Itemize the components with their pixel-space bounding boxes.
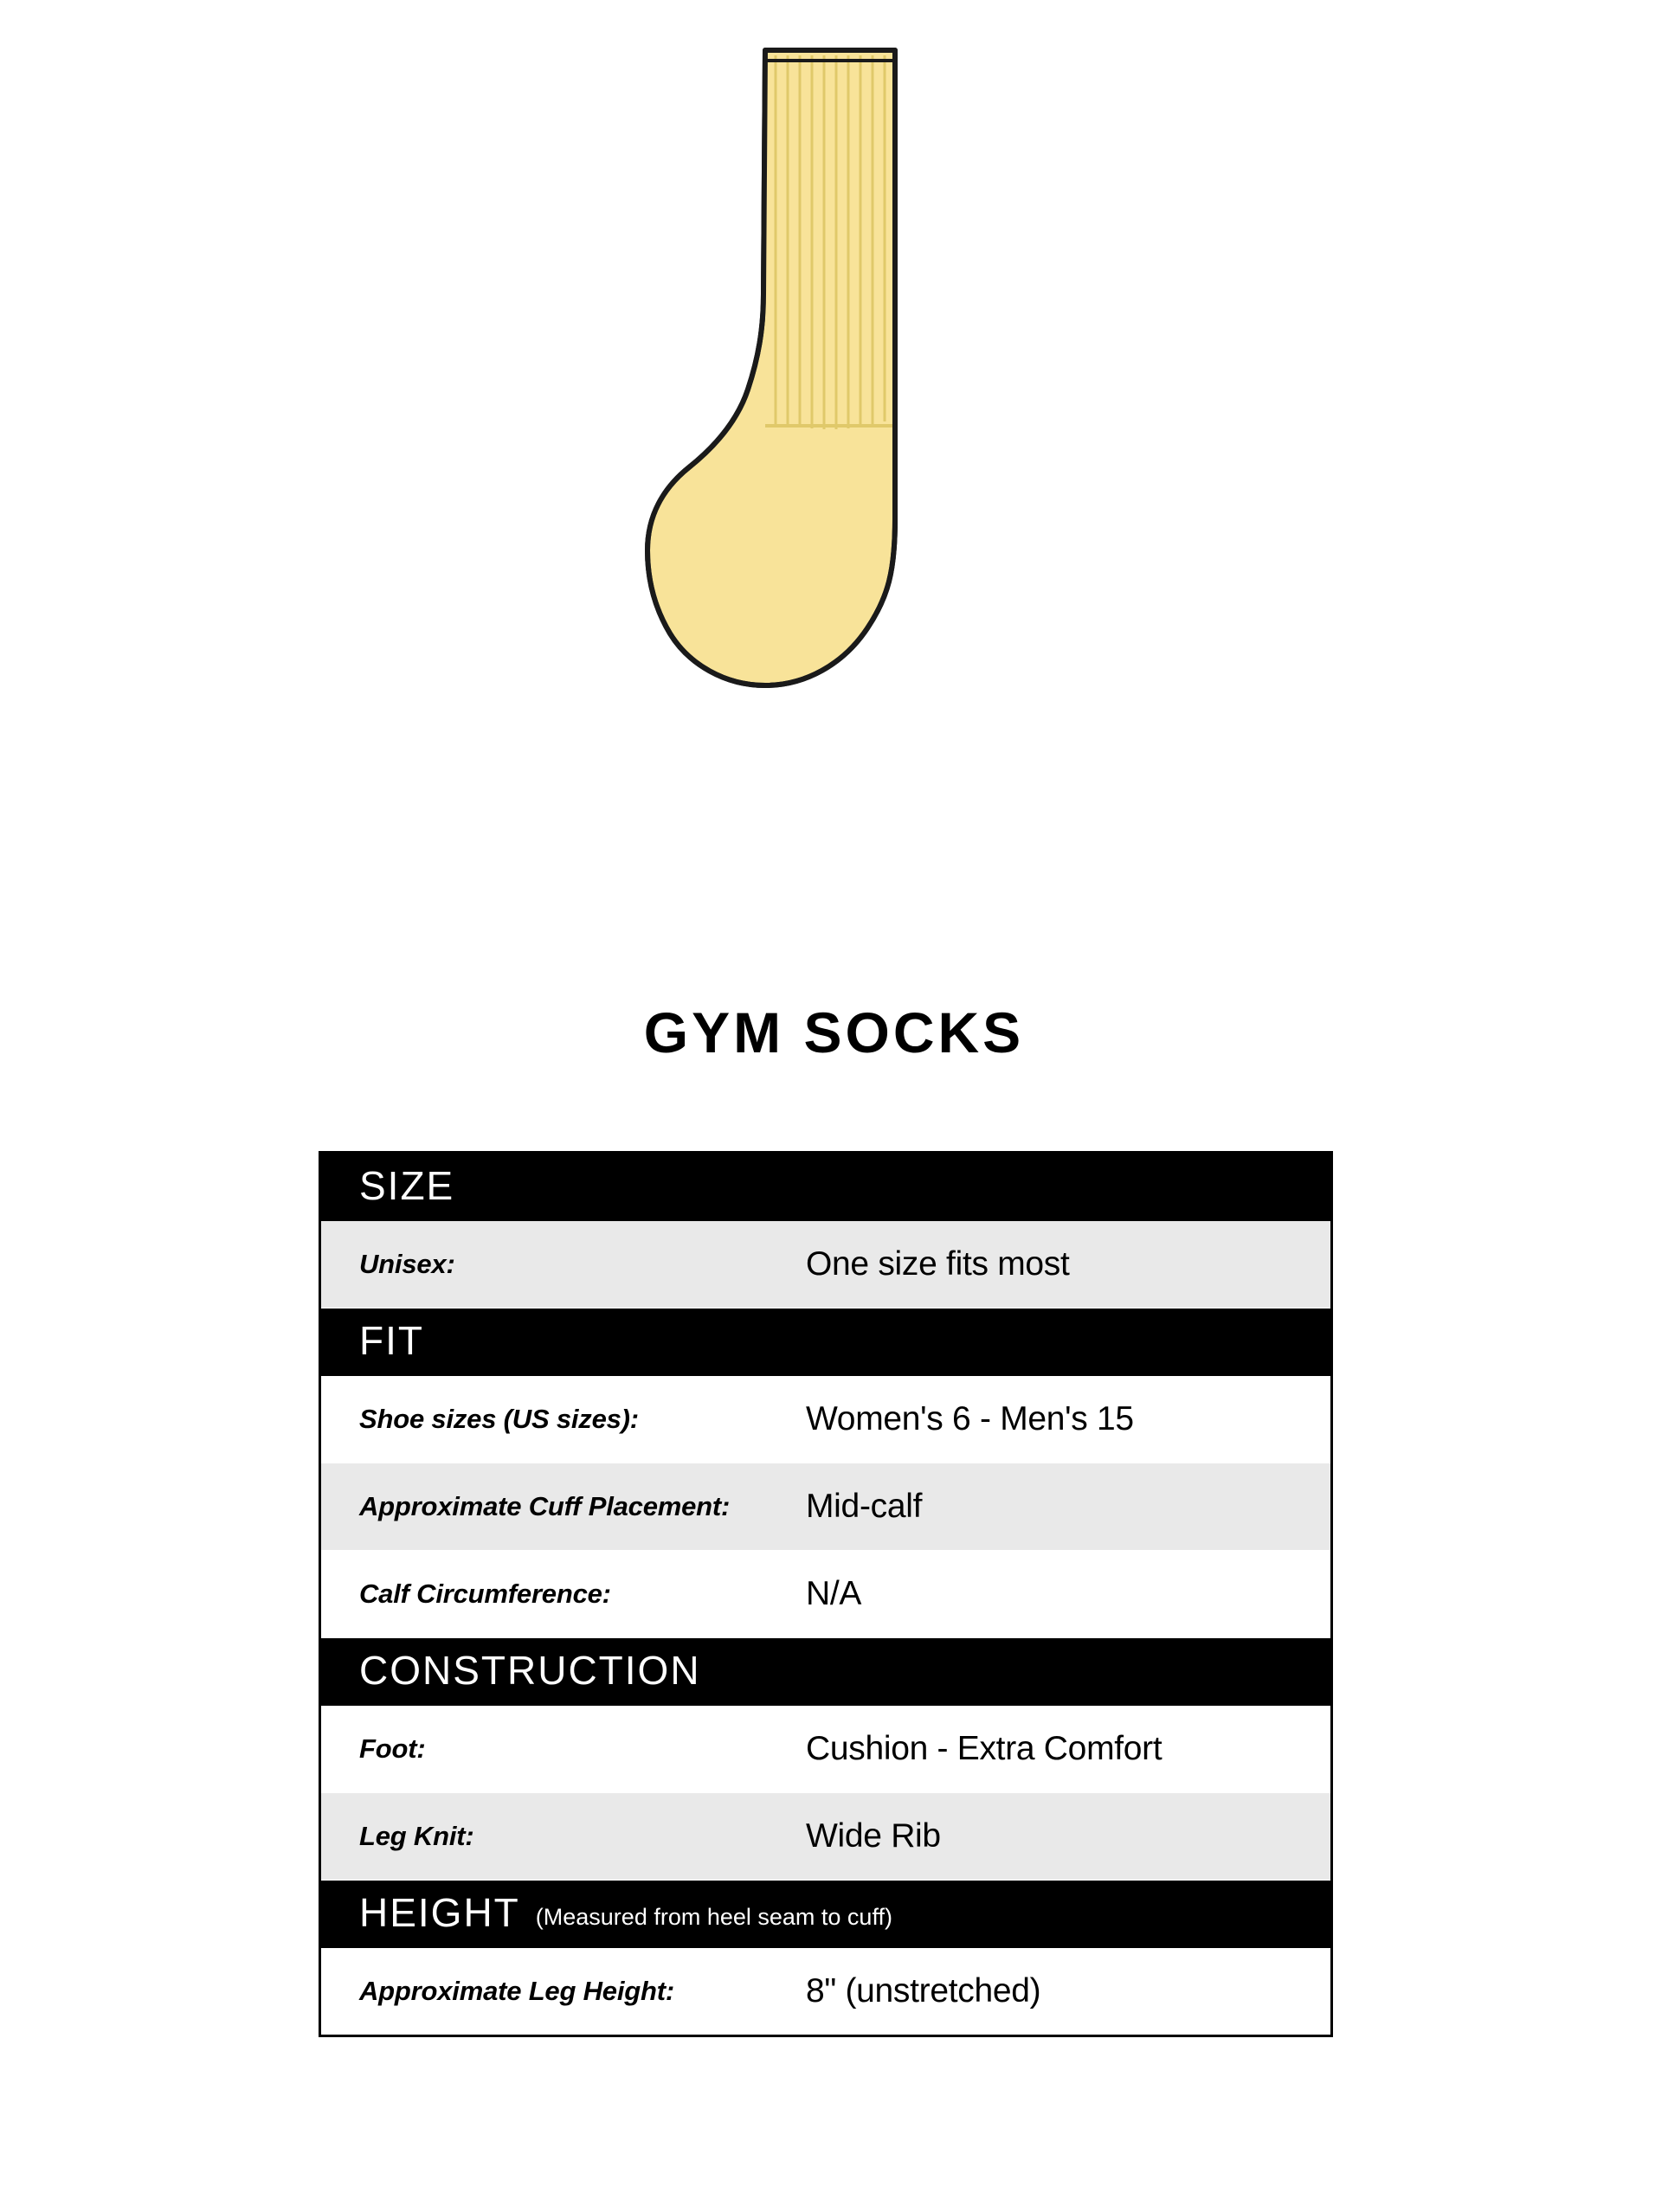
table-row <box>321 1706 1330 1793</box>
sock-leg-area <box>765 50 895 428</box>
row-label: Approximate Cuff Placement: <box>359 1491 731 1521</box>
section-label: HEIGHT <box>359 1890 520 1935</box>
section-header-construction <box>321 1638 1330 1706</box>
section-header-height <box>321 1881 1330 1948</box>
section-note: (Measured from heel seam to cuff) <box>535 1904 892 1930</box>
section-header-fit <box>321 1309 1330 1376</box>
row-value: Cushion - Extra Comfort <box>806 1730 1162 1767</box>
row-value: Mid-calf <box>806 1488 923 1525</box>
page-title: GYM SOCKS <box>643 1000 1025 1064</box>
row-label: Unisex: <box>359 1249 455 1279</box>
row-label: Leg Knit: <box>359 1821 474 1851</box>
table-row <box>321 1221 1330 1309</box>
table-row <box>321 1793 1330 1881</box>
section-header-size <box>321 1154 1330 1221</box>
row-label: Foot: <box>359 1733 426 1764</box>
row-label: Approximate Leg Height: <box>359 1976 674 2006</box>
sock-drawing <box>635 35 1034 935</box>
table-row <box>321 1948 1330 2035</box>
size-chart-table <box>319 1151 1333 2037</box>
row-value: One size fits most <box>806 1245 1070 1283</box>
table-row <box>321 1463 1330 1551</box>
row-label: Calf Circumference: <box>359 1579 611 1609</box>
row-label: Shoe sizes (US sizes): <box>359 1404 639 1434</box>
table-row <box>321 1376 1330 1463</box>
section-label: SIZE <box>359 1163 455 1208</box>
row-value: Wide Rib <box>806 1817 941 1855</box>
gym-sock-illustration <box>0 35 1668 952</box>
row-value: Women's 6 - Men's 15 <box>806 1400 1134 1437</box>
row-value: 8" (unstretched) <box>806 1972 1041 2009</box>
section-label: FIT <box>359 1318 424 1363</box>
row-value: N/A <box>806 1575 862 1612</box>
table-row <box>321 1551 1330 1638</box>
section-label: CONSTRUCTION <box>359 1648 701 1693</box>
